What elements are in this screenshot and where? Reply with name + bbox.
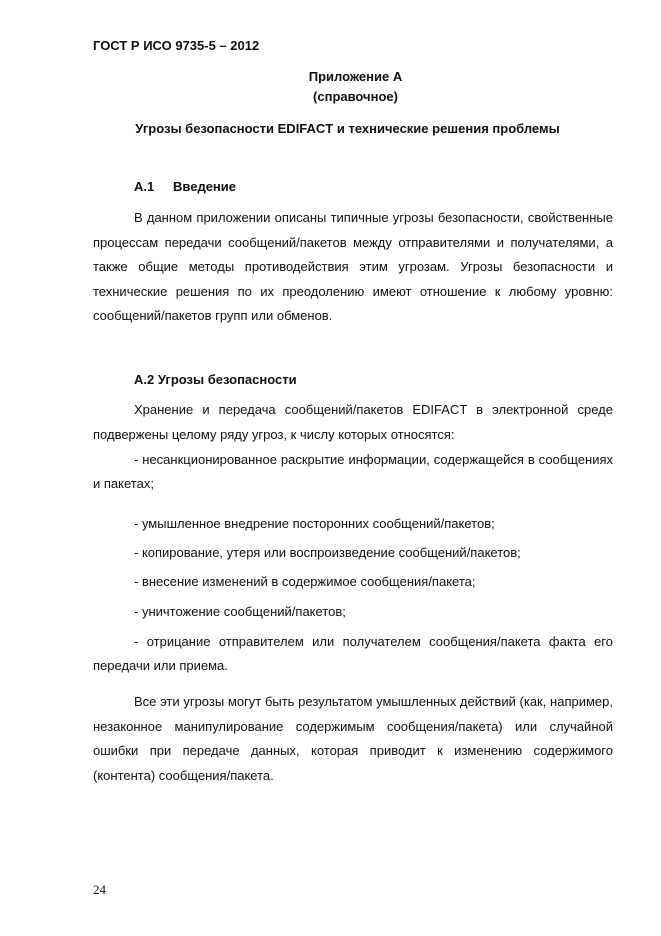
section-a2-intro-paragraph: Хранение и передача сообщений/пакетов EDIFACT в электронной среде подвержены целому ряду угроз, к числу которых относятся: <box>93 402 613 442</box>
threat-list-item <box>93 570 613 594</box>
threat-list-item <box>93 600 613 624</box>
annex-title: Приложение А <box>308 69 403 84</box>
threat-item-text: - умышленное внедрение посторонних сообщений/пакетов; <box>134 516 495 531</box>
standard-header: ГОСТ Р ИСО 9735-5 – 2012 <box>93 38 260 53</box>
threat-list-item <box>93 630 613 678</box>
threat-list-item <box>93 541 613 565</box>
page-number: 24 <box>93 882 106 897</box>
section-a1-heading <box>134 179 236 194</box>
section-a2-closing <box>93 690 613 788</box>
threat-item-text: - отрицание отправителем или получателем сообщения/пакета факта его передачи или приема. <box>93 634 613 673</box>
section-a1-body <box>93 206 613 329</box>
annex-subtitle: (справочное) <box>313 89 398 104</box>
section-a2-heading: А.2 Угрозы безопасности <box>134 372 297 387</box>
threat-item-text: - уничтожение сообщений/пакетов; <box>134 604 346 619</box>
section-a2-intro <box>93 398 613 447</box>
threat-item-text: - несанкционированное раскрытие информации, содержащейся в сообщениях и пакетах; <box>93 452 613 491</box>
section-a1-paragraph: В данном приложении описаны типичные угрозы безопасности, свойственные процессам передачи сообщений/пакетов между отправителями и получателями, а также общие методы противодействия этим угрозам. Угрозы безопасности и технические решения по их преодолению имеют отношение к любому уровню: сообщений/пакетов групп или обменов. <box>93 210 613 323</box>
threat-list-item <box>93 512 613 536</box>
document-title: Угрозы безопасности EDIFACT и технические решения проблемы <box>135 121 560 136</box>
threat-list-item <box>93 448 613 496</box>
section-a1-title: Введение <box>173 179 236 194</box>
threat-item-text: - копирование, утеря или воспроизведение сообщений/пакетов; <box>134 545 521 560</box>
section-a1-number: А.1 <box>134 179 155 194</box>
threat-item-text: - внесение изменений в содержимое сообщения/пакета; <box>134 574 476 589</box>
section-a2-closing-paragraph: Все эти угрозы могут быть результатом умышленных действий (как, например, незаконное манипулирование содержимым сообщения/пакета) или случайной ошибки при передаче данных, которая приводит к изменению содержимого (контента) сообщения/пакета. <box>93 694 613 783</box>
